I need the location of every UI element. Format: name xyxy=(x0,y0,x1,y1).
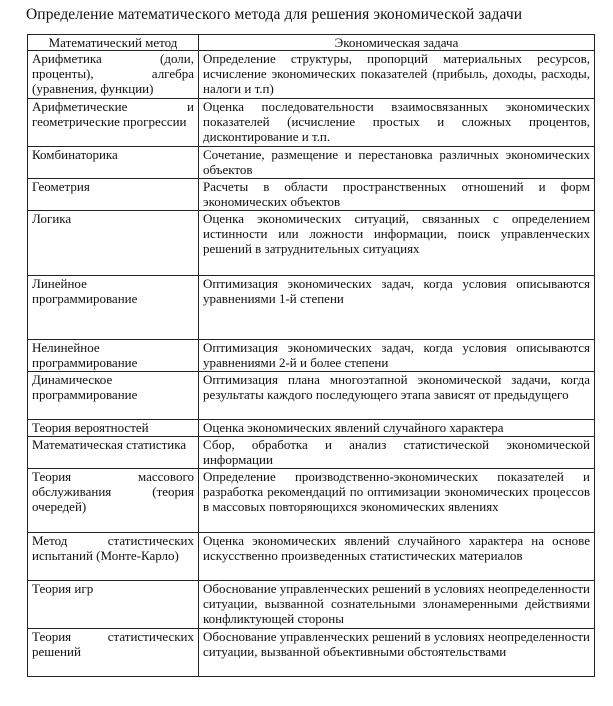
method-cell: Геометрия xyxy=(28,179,199,211)
task-cell: Оценка экономических ситуаций, связанных с определением истинности или ложности информации, поиск управленческих решений в затруднительных ситуациях xyxy=(199,211,595,276)
table-row xyxy=(28,581,595,629)
method-cell: Нелинейное программирование xyxy=(28,340,199,372)
method-cell: Логика xyxy=(28,211,199,276)
table-row xyxy=(28,469,595,533)
table-row xyxy=(28,51,595,99)
table-row xyxy=(28,340,595,372)
method-cell: Арифметика (доли, проценты), алгебра (уравнения, функции) xyxy=(28,51,199,99)
table-row xyxy=(28,211,595,276)
method-cell: Математическая статистика xyxy=(28,437,199,469)
table-row xyxy=(28,276,595,340)
method-cell: Комбинаторика xyxy=(28,147,199,179)
task-cell: Оценка экономических явлений случайного характера xyxy=(199,420,595,437)
method-cell: Теория игр xyxy=(28,581,199,629)
task-cell: Оценка экономических явлений случайного характера на основе искусственно произведенных статистических материалов xyxy=(199,533,595,581)
method-cell: Теория вероятностей xyxy=(28,420,199,437)
task-cell: Определение производственно-экономических показателей и разработка рекомендаций по оптимизации экономических процессов в массовых повторяющихся экономических явлениях xyxy=(199,469,595,533)
task-cell: Расчеты в области пространственных отношений и форм экономических объектов xyxy=(199,179,595,211)
table-row xyxy=(28,533,595,581)
task-cell: Оптимизация экономических задач, когда условия описываются уравнениями 2-й и более степени xyxy=(199,340,595,372)
table-row xyxy=(28,437,595,469)
task-cell: Обоснование управленческих решений в условиях неопределенности ситуации, вызванной сознательными злонамеренными действиями конфликтующей стороны xyxy=(199,581,595,629)
table-row xyxy=(28,372,595,420)
table-row xyxy=(28,629,595,677)
task-cell: Сочетание, размещение и перестановка различных экономических объектов xyxy=(199,147,595,179)
task-cell: Оптимизация плана многоэтапной экономической задачи, когда результаты каждого последующего этапа зависят от предыдущего xyxy=(199,372,595,420)
task-cell: Оптимизация экономических задач, когда условия описываются уравнениями 1-й степени xyxy=(199,276,595,340)
page-title: Определение математического метода для решения экономической задачи xyxy=(26,6,523,23)
methods-table xyxy=(27,34,595,677)
table-row xyxy=(28,420,595,437)
column-header-method: Математический метод xyxy=(28,35,199,51)
task-cell: Сбор, обработка и анализ статистической экономической информации xyxy=(199,437,595,469)
column-header-task: Экономическая задача xyxy=(199,35,595,51)
table-header-row xyxy=(28,35,595,51)
method-cell: Динамическое программирование xyxy=(28,372,199,420)
method-cell: Теория статистических решений xyxy=(28,629,199,677)
method-cell: Арифметические и геометрические прогрессии xyxy=(28,99,199,147)
method-cell: Метод статистических испытаний (Монте-Карло) xyxy=(28,533,199,581)
table-row xyxy=(28,99,595,147)
table-row xyxy=(28,147,595,179)
task-cell: Оценка последовательности взаимосвязанных экономических показателей (исчисление простых и сложных процентов, дисконтирование и т.п. xyxy=(199,99,595,147)
method-cell: Линейное программирование xyxy=(28,276,199,340)
task-cell: Обоснование управленческих решений в условиях неопределенности ситуации, вызванной объективными обстоятельствами xyxy=(199,629,595,677)
table-row xyxy=(28,179,595,211)
task-cell: Определение структуры, пропорций материальных ресурсов, исчисление экономических показателей (прибыль, доходы, расходы, налоги и т.п) xyxy=(199,51,595,99)
method-cell: Теория массового обслуживания (теория очередей) xyxy=(28,469,199,533)
